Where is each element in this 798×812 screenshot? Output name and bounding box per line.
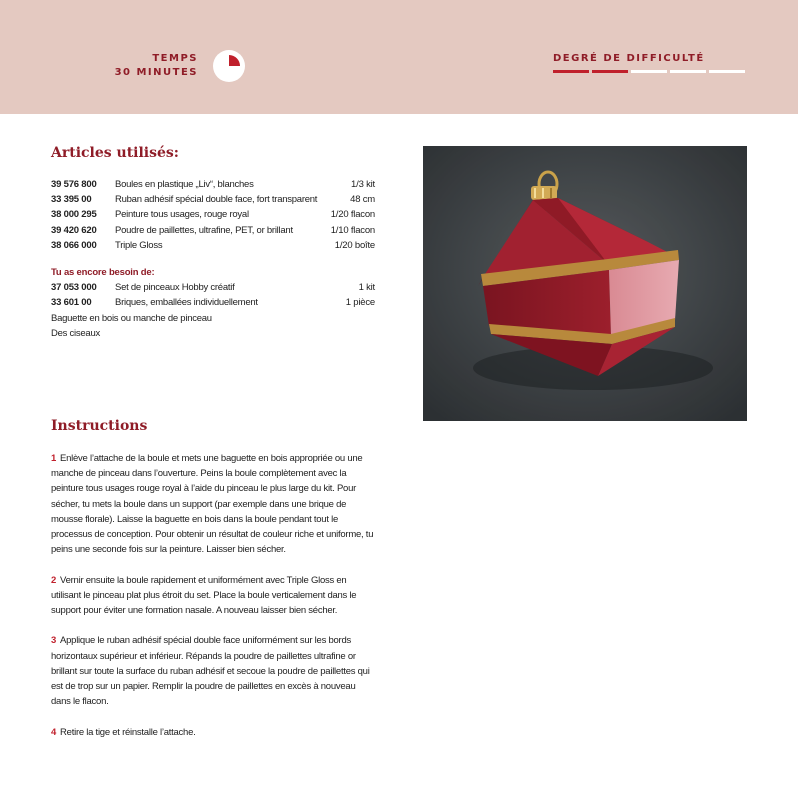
article-row <box>51 238 375 253</box>
difficulty-label: DEGRÉ DE DIFFICULTÉ <box>553 53 705 64</box>
difficulty-meter <box>553 70 745 73</box>
difficulty-block <box>553 52 745 73</box>
extra-item: Baguette en bois ou manche de pinceau <box>51 312 212 324</box>
article-quantity: 1/20 boîte <box>334 239 375 251</box>
difficulty-segment <box>553 70 589 73</box>
article-description: Set de pinceaux Hobby créatif <box>115 282 235 294</box>
article-code: 33 395 00 <box>51 194 92 206</box>
step-text: Vernir ensuite la boule rapidement et uniformément avec Triple Gloss en utilisant le pinceau plat plus étroit du set. Place la boule verticalement dans le support pour éviter une formation nasale. A nouveau laisser bien sécher. <box>51 574 357 617</box>
instructions-title: Instructions <box>51 418 148 434</box>
difficulty-segment <box>631 70 667 73</box>
step-number: 2 <box>51 574 57 586</box>
article-description: Triple Gloss <box>115 239 163 251</box>
instruction-step <box>51 725 377 740</box>
instruction-step <box>51 633 377 709</box>
ornament-photo <box>423 146 747 421</box>
articles-list <box>51 177 375 341</box>
article-quantity: 1 pièce <box>345 297 375 309</box>
step-number: 4 <box>51 726 57 738</box>
instruction-step <box>51 573 377 619</box>
article-code: 39 420 620 <box>51 224 97 236</box>
article-quantity: 1/20 flacon <box>330 209 375 221</box>
step-text: Enlève l’attache de la boule et mets une baguette en bois appropriée ou une manche de pinceau dans l’ouverture. Peins la boule complètement avec la peinture tous usages rouge royal à l’aide du pinceau le plus large du kit. Pour sécher, tu mets la boule dans un support (par exemple dans une brique de mousse florale). Laisse la baguette en bois dans la boule pendant tout le processus de conception. Pour obtenir un résultat de couleur riche et uniforme, tu peins une seconde fois sur la peinture. Laisser bien sécher. <box>51 453 374 556</box>
timer-icon <box>212 49 246 83</box>
article-quantity: 1 kit <box>358 282 375 294</box>
step-text: Retire la tige et réinstalle l’attache. <box>60 726 196 738</box>
instruction-step <box>51 451 377 557</box>
extra-item: Des ciseaux <box>51 327 100 339</box>
article-row <box>51 223 375 238</box>
article-code: 38 000 295 <box>51 209 97 221</box>
article-description: Poudre de paillettes, ultrafine, PET, or brillant <box>115 224 293 236</box>
step-number: 1 <box>51 453 57 464</box>
instructions-list <box>51 451 377 755</box>
article-row <box>51 192 375 207</box>
step-number: 3 <box>51 635 57 647</box>
difficulty-segment <box>670 70 706 73</box>
article-row <box>51 295 375 310</box>
article-code: 39 576 800 <box>51 179 97 190</box>
article-quantity: 1/10 flacon <box>330 224 375 236</box>
article-row <box>51 207 375 222</box>
article-code: 37 053 000 <box>51 282 97 294</box>
article-description: Boules en plastique „Liv“, blanches <box>115 179 254 190</box>
article-code: 33 601 00 <box>51 297 92 309</box>
time-block <box>115 52 198 80</box>
article-row <box>51 177 375 192</box>
step-text: Applique le ruban adhésif spécial double face uniformément sur les bords horizontaux supérieur et inférieur. Répands la poudre de paillettes ultrafine or brillant sur toute la surface du ruban adhésif et secoue la poudre de paillettes qui est de trop sur un papier. Remplir la poudre de paillettes en excès à nouveau dans le flacon. <box>51 635 370 708</box>
difficulty-segment <box>592 70 628 73</box>
difficulty-segment <box>709 70 745 73</box>
articles-title: Articles utilisés: <box>51 145 179 161</box>
article-row <box>51 280 375 295</box>
time-label: TEMPS <box>152 53 198 64</box>
article-code: 38 066 000 <box>51 239 97 251</box>
article-quantity: 48 cm <box>350 194 375 206</box>
header-band <box>0 0 798 114</box>
time-value: 30 MINUTES <box>114 67 198 78</box>
article-description: Ruban adhésif spécial double face, fort transparent <box>115 194 318 206</box>
article-description: Briques, emballées individuellement <box>115 297 258 309</box>
article-description: Peinture tous usages, rouge royal <box>115 209 249 221</box>
needed-title: Tu as encore besoin de: <box>51 266 155 278</box>
article-quantity: 1/3 kit <box>351 179 375 190</box>
